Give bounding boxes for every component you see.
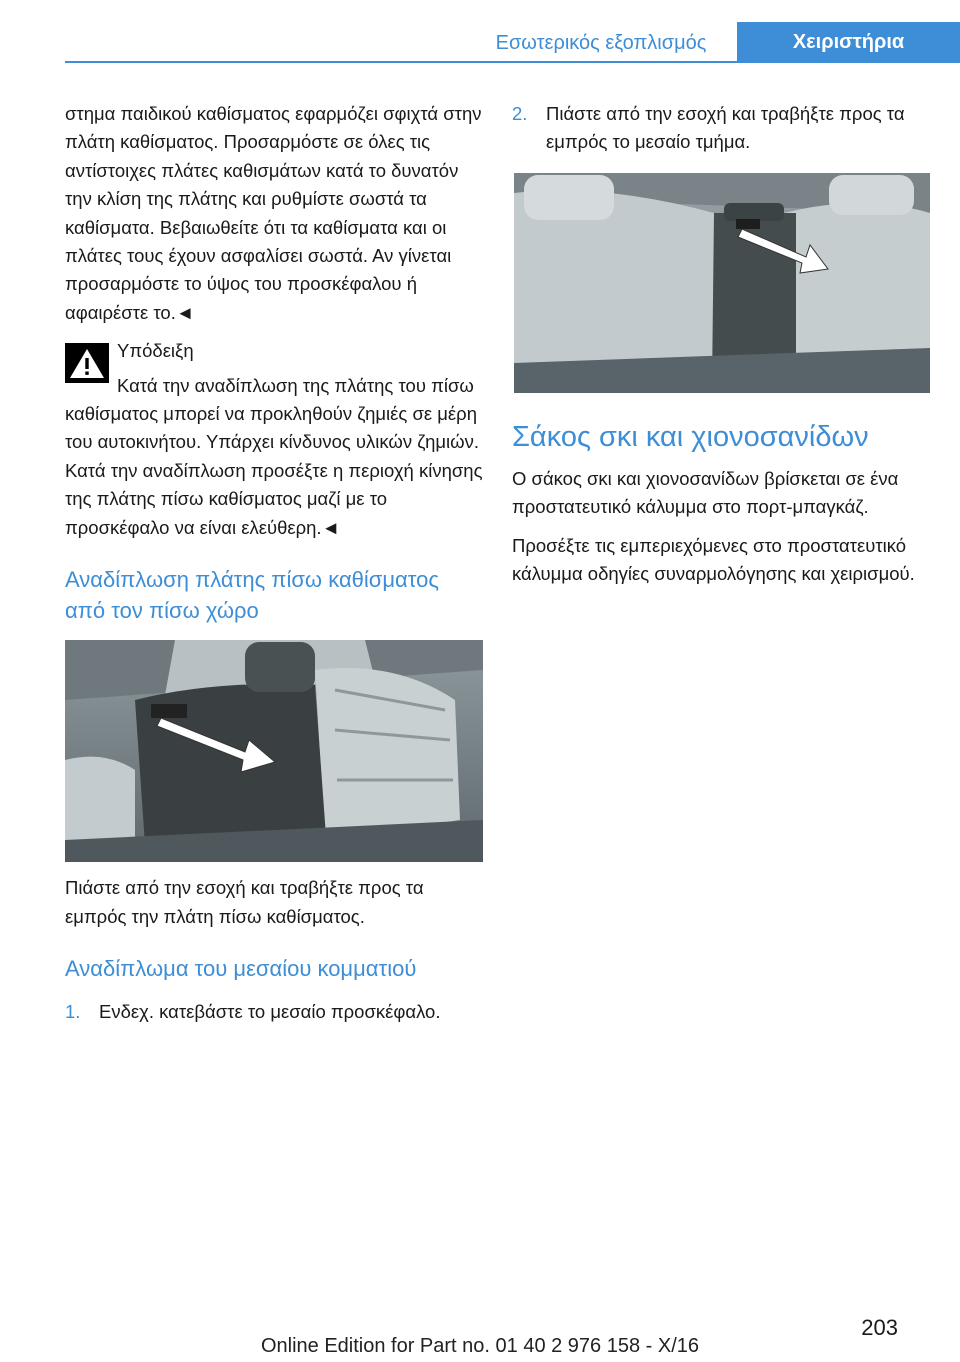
left-column	[65, 100, 483, 1026]
rear-seat-backrest-image	[65, 640, 483, 862]
intro-paragraph: στημα παιδικού καθίσματος εφαρμόζει σφιχτά στην πλάτη καθίσματος. Προσαρμόστε σε όλες τις αντίστοιχες πλάτες καθισμάτων κατά το δυνατόν την κλίση της πλάτης και ρυθμίστε σωστά τα καθίσματα. Βεβαιωθείτε ότι τα καθίσματα και οι πλάτες τους έχουν ασφαλίσει σωστά. Αν γίνεται προσαρμόστε το ύψος του προσκέφαλου ή αφαιρέστε το.◄	[65, 103, 482, 323]
warning-title: Υπόδειξη	[117, 340, 194, 362]
step-2	[512, 100, 932, 157]
header-chapter-tab: Χειριστήρια	[737, 22, 960, 63]
ski-bag-title: Σάκος σκι και χιονοσανίδων	[512, 420, 869, 453]
warning-triangle-icon	[65, 343, 109, 383]
page-number: 203	[861, 1315, 898, 1340]
step-1-number: 1.	[65, 1000, 81, 1022]
ski-bag-paragraph-2: Προσέξτε τις εμπεριεχόμενες στο προστατευτικό κάλυμμα οδηγίες συναρμολόγησης και χειρισμού.	[512, 534, 915, 585]
page-footer	[0, 1313, 960, 1362]
warning-note	[65, 337, 483, 542]
warning-body: Κατά την αναδίπλωση της πλάτης του πίσω καθίσματος μπορεί να προκληθούν ζημιές σε μέρη του αυτοκινήτου. Υπάρχει κίνδυνος υλικών ζημιών. Κατά την αναδίπλωση προσέξτε η περιοχή κίνησης της πλάτης πίσω καθίσματος μαζί με το προσκέφαλο να είναι ελεύθερη.◄	[65, 374, 483, 538]
figure1-caption: Πιάστε από την εσοχή και τραβήξτε προς τα εμπρός την πλάτη πίσω καθίσματος.	[65, 877, 424, 927]
section-heading-fold-backrest: Αναδίπλωση πλάτης πίσω καθίσματος από τον πίσω χώρο	[65, 567, 439, 624]
step-1	[65, 998, 483, 1026]
ski-bag-paragraph-1: Ο σάκος σκι και χιονοσανίδων βρίσκεται σε ένα προστατευτικό κάλυμμα στο πορτ-μπαγκάζ.	[512, 467, 899, 518]
edition-note: Online Edition for Part no. 01 40 2 976 158 - X/16	[260, 1335, 700, 1357]
header-section-title: Εσωτερικός εξοπλισμός	[495, 31, 707, 54]
step-2-number: 2.	[512, 103, 528, 124]
section-heading-fold-middle: Αναδίπλωμα του μεσαίου κομματιού	[65, 955, 417, 981]
middle-section-image	[512, 173, 932, 393]
step-2-text: Πιάστε από την εσοχή και τραβήξτε προς τα εμπρός το μεσαίο τμήμα.	[546, 103, 905, 153]
right-column	[512, 100, 932, 598]
step-1-text: Ενδεχ. κατεβάστε το μεσαίο προσκέφαλο.	[99, 1000, 441, 1022]
